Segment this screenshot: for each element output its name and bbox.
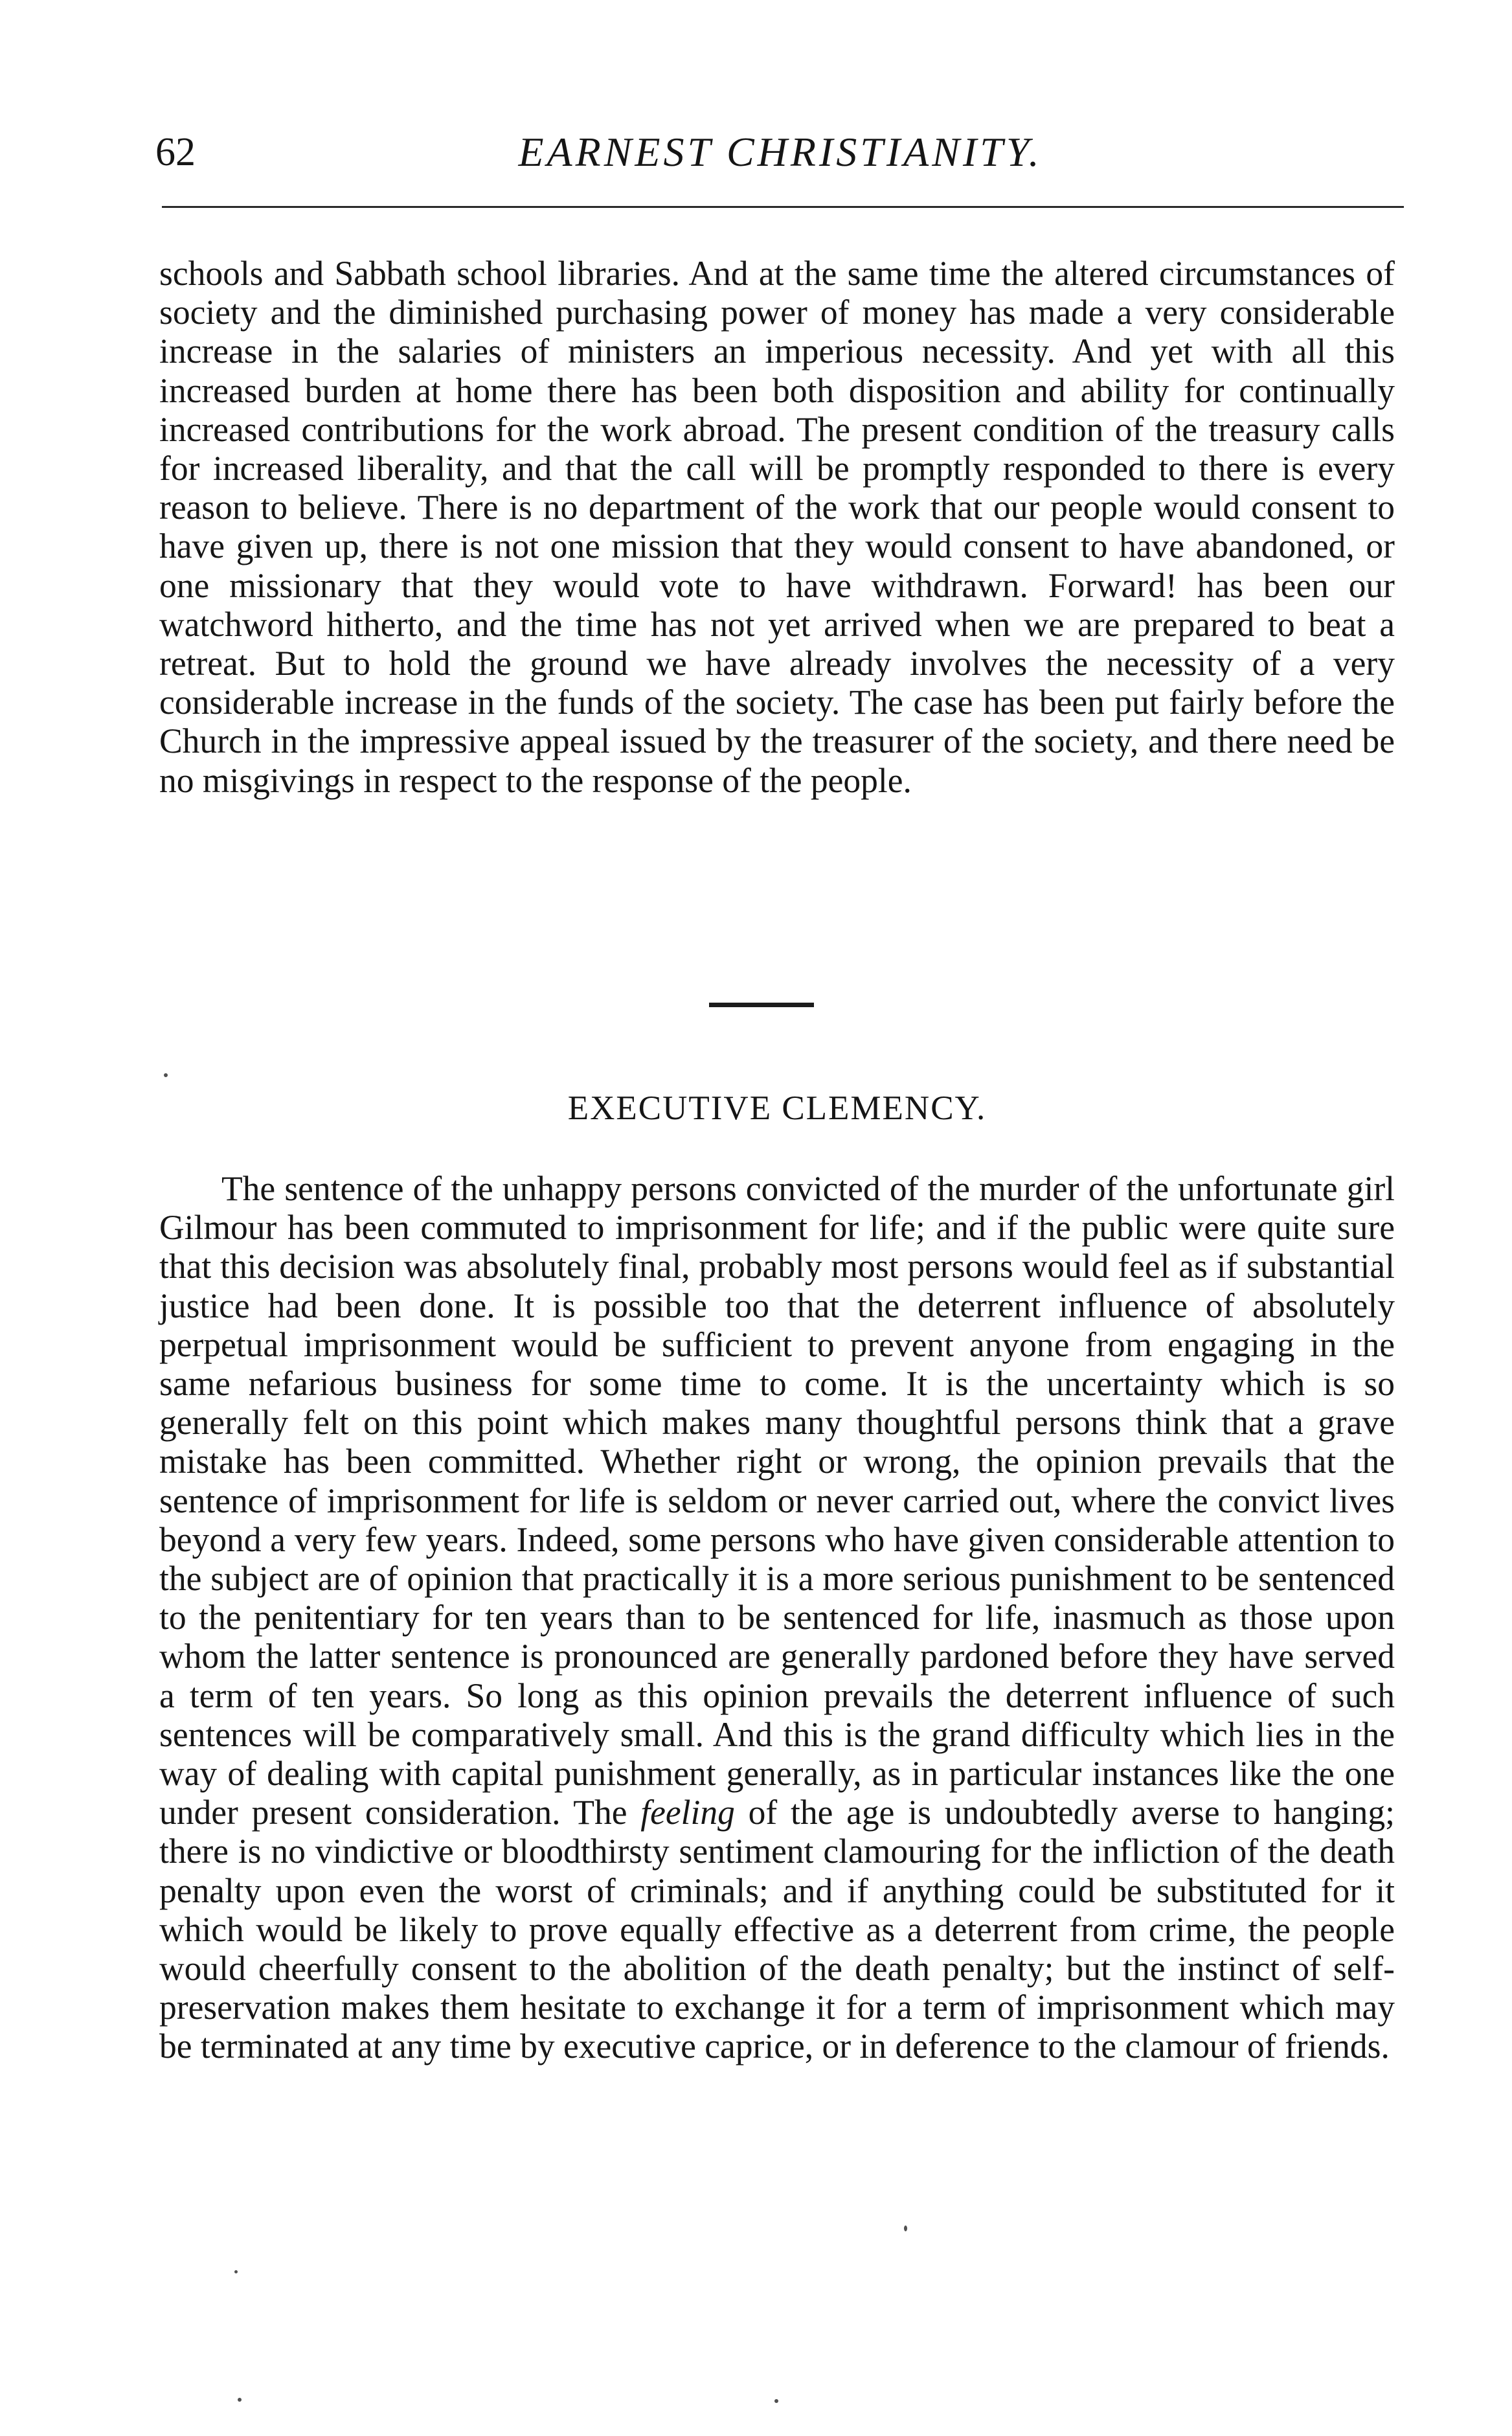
page-number: 62 bbox=[155, 130, 196, 174]
section-divider bbox=[709, 1003, 814, 1007]
header-divider bbox=[162, 206, 1404, 208]
italic-word: feeling bbox=[640, 1793, 735, 1832]
print-speck bbox=[238, 2398, 242, 2402]
article-paragraph bbox=[159, 1169, 1395, 2066]
section-title: EXECUTIVE CLEMENCY. bbox=[567, 1089, 987, 1127]
print-speck bbox=[164, 1073, 168, 1077]
print-speck bbox=[904, 2225, 907, 2231]
print-speck bbox=[234, 2270, 238, 2273]
running-title: EARNEST CHRISTIANITY. bbox=[518, 129, 1043, 175]
continued-article-text bbox=[159, 254, 1395, 800]
print-speck bbox=[774, 2399, 778, 2403]
executive-clemency-article bbox=[159, 1169, 1395, 2066]
continued-paragraph: schools and Sabbath school libraries. And at the same time the altered circumstances of society and the diminished purchasing power of money has made a very considerable increase in the salaries of ministers an imperious necessity. And yet with all this increased burden at home there has been both disposition and ability for continually increased contributions for the work abroad. The present condition of the treasury calls for increased liberality, and that the call will be promptly responded to there is every reason to believe. There is no department of the work that our people would consent to have given up, there is not one mission that they would consent to have abandoned, or one missionary that they would vote to have withdrawn. Forward! has been our watchword hitherto, and the time has not yet arrived when we are prepared to beat a retreat. But to hold the ground we have already involves the necessity of a very considerable increase in the funds of the society. The case has been put fairly before the Church in the impressive appeal issued by the treasurer of the society, and there need be no misgivings in respect to the response of the people. bbox=[159, 254, 1395, 800]
article-text-part-2: of the age is undoubtedly averse to hanging; there is no vindictive or bloodthirsty sentiment clamouring for the infliction of the death penalty upon even the worst of criminals; and if anything could be substituted for it which would be likely to prove equally effective as a deterrent from crime, the people would cheerfully consent to the abolition of the death penalty; but the instinct of self-preservation makes them hesitate to exchange it for a term of imprisonment which may be terminated at any time by executive caprice, or in deference to the clamour of friends. bbox=[159, 1793, 1395, 2066]
page-header bbox=[155, 120, 1405, 191]
article-text-part-1: The sentence of the unhappy persons convicted of the murder of the unfortunate girl Gilmour has been commuted to imprisonment for life; and if the public were quite sure that this decision was absolutely final, probably most persons would feel as if substantial justice had been done. It is possible too that the deterrent influence of absolutely perpetual imprisonment would be sufficient to prevent anyone from engaging in the same nefarious business for some time to come. It is the uncertainty which is so generally felt on this point which makes many thoughtful persons think that a grave mistake has been committed. Whether right or wrong, the opinion prevails that the sentence of imprisonment for life is seldom or never carried out, where the convict lives beyond a very few years. Indeed, some persons who have given considerable attention to the subject are of opinion that practically it is a more serious punishment to be sentenced to the penitentiary for ten years than to be sentenced for life, inasmuch as those upon whom the latter sentence is pronounced are generally pardoned before they have served a term of ten years. So long as this opinion prevails the deterrent influence of such sentences will be comparatively small. And this is the grand difficulty which lies in the way of dealing with capital punishment generally, as in particular instances like the one under present consideration. The bbox=[159, 1169, 1395, 1832]
